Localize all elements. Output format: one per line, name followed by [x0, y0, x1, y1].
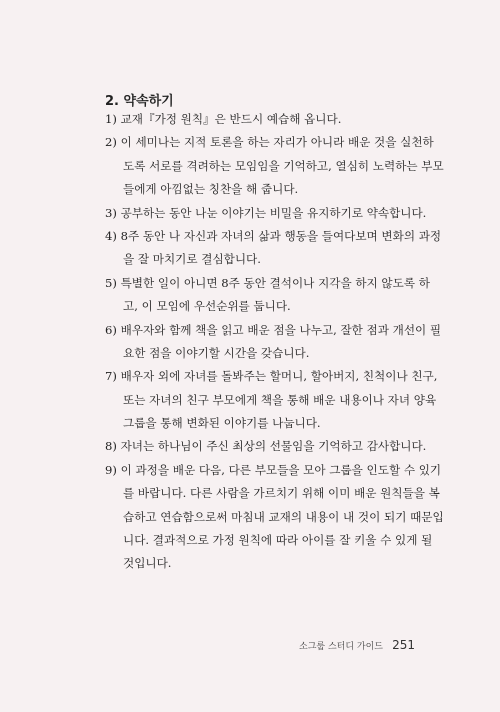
- footer-series-title: 소그룹 스터디 가이드: [299, 642, 383, 652]
- list-item-line: 또는 자녀의 친구 부모에게 책을 통해 배운 내용이나 자녀 양육: [123, 392, 437, 407]
- list-item: [105, 459, 444, 576]
- list-item-line: 그룹을 통해 변화된 이야기를 나눕니다.: [123, 416, 321, 431]
- list-item-line: 고, 이 모임에 우선순위를 둡니다.: [123, 299, 291, 314]
- list-item-line: 것입니다.: [123, 556, 172, 571]
- section-heading: 2. 약속하기: [105, 94, 174, 109]
- list-item: [105, 202, 427, 225]
- list-item-line: 요한 점을 이야기할 시간을 갖습니다.: [123, 345, 310, 360]
- list-item-line: 8) 자녀는 하나님이 주신 최상의 선물임을 기억하고 감사합니다.: [105, 439, 427, 454]
- list-item-line: 6) 배우자와 함께 책을 읽고 배운 점을 나누고, 잘한 점과 개선이 필: [105, 322, 442, 337]
- list-item-line: 9) 이 과정을 배운 다음, 다른 부모들을 모아 그룹을 인도할 수 있기: [105, 462, 442, 477]
- list-item: [105, 319, 442, 366]
- list-item-line: 7) 배우자 외에 자녀를 돌봐주는 할머니, 할아버지, 친척이나 친구,: [105, 369, 438, 384]
- list-item-line: 니다. 결과적으로 가정 원칙에 따라 아이를 잘 키울 수 있게 될: [123, 533, 433, 548]
- promise-list: [105, 108, 444, 576]
- list-item-line: 1) 교재『가정 원칙』은 반드시 예습해 옵니다.: [105, 112, 342, 126]
- list-item: [105, 365, 438, 435]
- list-item-line: 를 바랍니다. 다른 사람을 가르치기 위해 이미 배운 원칙들을 복: [123, 486, 440, 501]
- page-footer: [299, 634, 415, 653]
- list-item: [105, 272, 430, 319]
- list-item: [105, 225, 442, 272]
- list-item-line: 들에게 아낌없는 칭찬을 해 줍니다.: [123, 182, 299, 197]
- list-item-line: 습하고 연습함으로써 마침내 교재의 내용이 내 것이 되기 때문입: [123, 509, 444, 524]
- list-item-line: 4) 8주 동안 나 자신과 자녀의 삶과 행동을 들여다보며 변화의 과정: [105, 228, 442, 243]
- list-item: [105, 131, 444, 201]
- list-item: [105, 435, 427, 458]
- list-item-line: 3) 공부하는 동안 나눈 이야기는 비밀을 유지하기로 약속합니다.: [105, 205, 427, 220]
- page-number: 251: [392, 638, 415, 652]
- list-item-line: 도록 서로를 격려하는 모임임을 기억하고, 열심히 노력하는 부모: [123, 158, 444, 173]
- list-item: [105, 108, 407, 131]
- list-item-line: 을 잘 마치기로 결심합니다.: [123, 252, 261, 267]
- list-item-line: 5) 특별한 일이 아니면 8주 동안 결석이나 지각을 하지 않도록 하: [105, 275, 430, 290]
- list-item-line: 2) 이 세미나는 지적 토론을 하는 자리가 아니라 배운 것을 실천하: [105, 135, 434, 150]
